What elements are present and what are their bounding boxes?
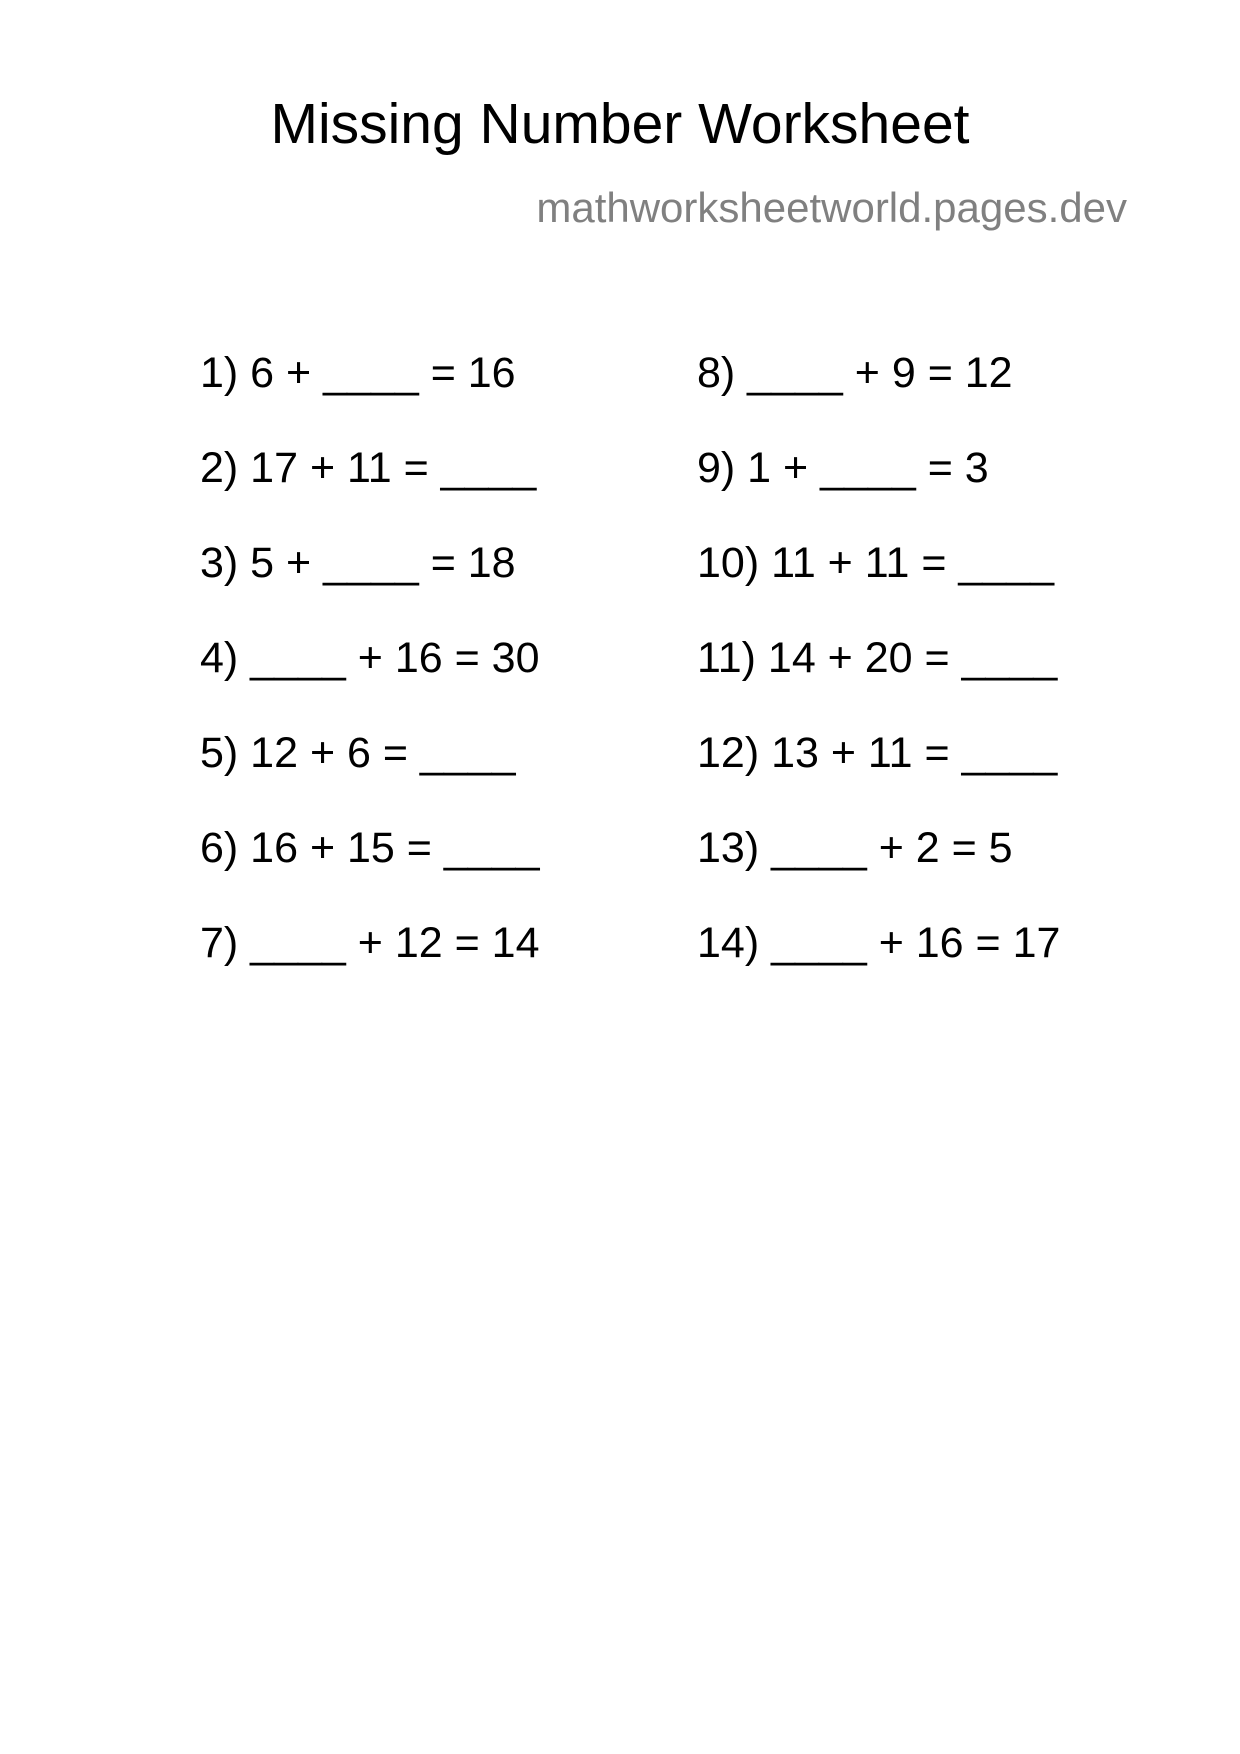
problem-14: 14) ____ + 16 = 17 <box>697 919 1061 967</box>
problem-12: 12) 13 + 11 = ____ <box>697 729 1058 777</box>
problem-10: 10) 11 + 11 = ____ <box>697 539 1055 587</box>
problem-8: 8) ____ + 9 = 12 <box>697 349 1013 397</box>
problem-13: 13) ____ + 2 = 5 <box>697 824 1013 872</box>
problem-4: 4) ____ + 16 = 30 <box>200 634 540 682</box>
problem-5: 5) 12 + 6 = ____ <box>200 729 516 777</box>
problem-7: 7) ____ + 12 = 14 <box>200 919 540 967</box>
worksheet-title: Missing Number Worksheet <box>270 92 970 156</box>
problem-column-left <box>200 349 540 1017</box>
problem-9: 9) 1 + ____ = 3 <box>697 444 989 492</box>
problem-2: 2) 17 + 11 = ____ <box>200 444 537 492</box>
problem-6: 6) 16 + 15 = ____ <box>200 824 540 872</box>
problem-11: 11) 14 + 20 = ____ <box>697 634 1058 682</box>
problem-3: 3) 5 + ____ = 18 <box>200 539 516 587</box>
site-url: mathworksheetworld.pages.dev <box>536 184 1127 231</box>
problem-1: 1) 6 + ____ = 16 <box>200 349 516 397</box>
problem-column-right <box>697 349 1061 1017</box>
